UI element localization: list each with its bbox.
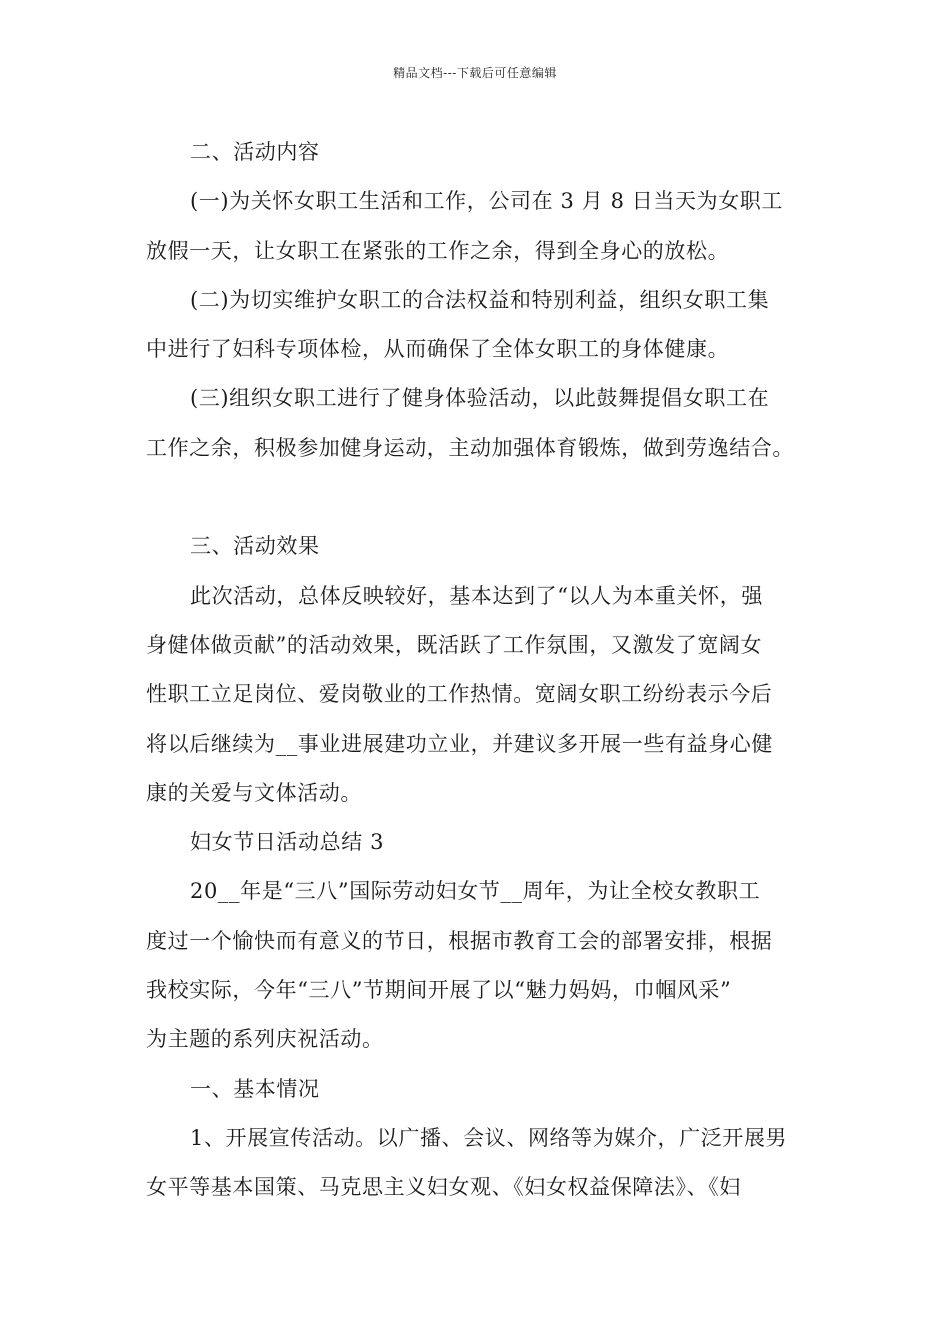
- paragraph-line: 度过一个愉快而有意义的节日，根据市教育工会的部署安排，根据: [146, 928, 773, 953]
- section-heading: 一、基本情况: [190, 1076, 320, 1101]
- paragraph-line: 1、开展宣传活动。以广播、会议、网络等为媒介，广泛开展男: [190, 1125, 788, 1150]
- document-body: [146, 132, 814, 1217]
- document-subtitle: 妇女节日活动总结 3: [190, 830, 385, 855]
- paragraph-line: 工作之余，积极参加健身运动，主动加强体育锻炼，做到劳逸结合。: [146, 435, 794, 460]
- paragraph-line: 放假一天，让女职工在紧张的工作之余，得到全身心的放松。: [146, 238, 730, 263]
- blank-line: [146, 477, 814, 526]
- section-heading: 三、活动效果: [190, 534, 320, 559]
- section-heading: 二、活动内容: [190, 140, 320, 164]
- paragraph-line: (三)组织女职工进行了健身体验活动，以此鼓舞提倡女职工在: [190, 386, 770, 411]
- paragraph-line: 此次活动，总体反映较好，基本达到了“以人为本重关怀，强: [190, 583, 763, 608]
- paragraph-line: 中进行了妇科专项体检，从而确保了全体女职工的身体健康。: [146, 337, 730, 362]
- paragraph-line: 将以后继续为__事业进展建功立业，并建议多开展一些有益身心健: [146, 731, 773, 756]
- paragraph-line: (二)为切实维护女职工的合法权益和特别利益，组织女职工集: [190, 287, 770, 312]
- page-header: 精品文档---下载后可任意编辑: [393, 66, 557, 80]
- paragraph-line: 20__年是“三八”国际劳动妇女节__周年，为让全校女教职工: [190, 879, 761, 904]
- paragraph-line: 康的关爱与文体活动。: [146, 780, 362, 805]
- paragraph-line: 身健体做贡献”的活动效果，既活跃了工作氛围，又激发了宽阔女: [146, 632, 763, 657]
- paragraph-line: 性职工立足岗位、爱岗敬业的工作热情。宽阔女职工纷纷表示今后: [146, 682, 773, 707]
- paragraph-line: 我校实际，今年“三八”节期间开展了以“魅力妈妈，巾帼风采”: [146, 978, 732, 1003]
- paragraph-line: 女平等基本国策、马克思主义妇女观、《妇女权益保障法》、《妇: [146, 1175, 741, 1200]
- paragraph-line: 为主题的系列庆祝活动。: [146, 1027, 384, 1052]
- paragraph-line: (一)为关怀女职工生活和工作，公司在 3 月 8 日当天为女职工: [190, 189, 784, 214]
